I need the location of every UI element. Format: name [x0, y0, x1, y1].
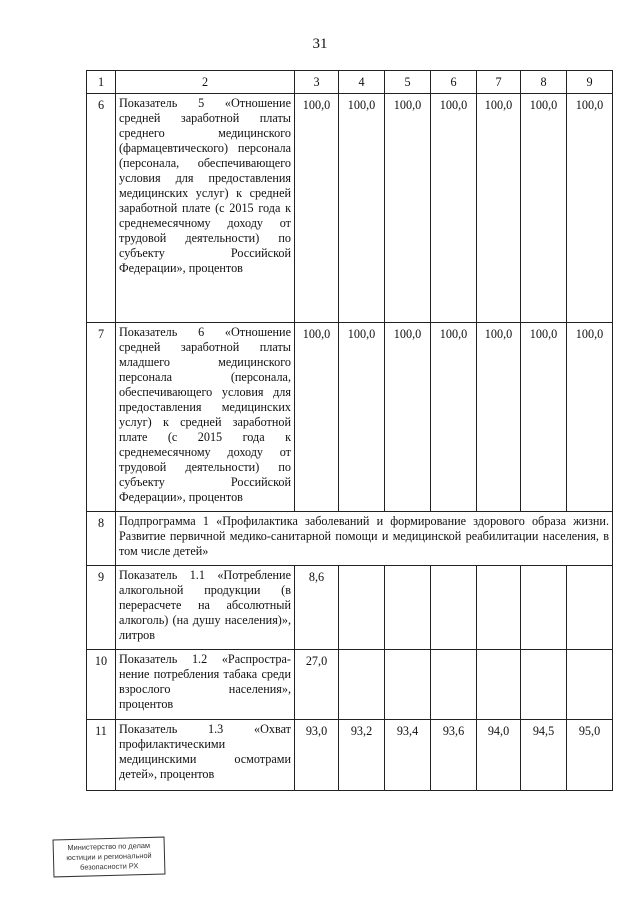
value-cell: 100,0	[385, 323, 431, 512]
value-cell	[339, 566, 385, 650]
indicator-description: Показатель 1.2 «Распростра-нение потребления табака среди взрослого населения», процентов	[116, 650, 295, 720]
table-row	[87, 650, 613, 720]
ministry-stamp	[53, 837, 166, 878]
table-row	[87, 323, 613, 512]
value-cell: 100,0	[295, 323, 339, 512]
value-cell: 100,0	[431, 94, 477, 323]
value-cell: 100,0	[567, 94, 613, 323]
value-cell	[521, 566, 567, 650]
value-cell: 93,0	[295, 720, 339, 791]
indicator-description: Показатель 5 «Отношение средней заработной платы среднего медицинского (фармацевтического) персонала (персонала, обеспечивающего условия для предоставления медицинских услуг) к средней заработной плате (с 2015 года к среднемесячному доходу от трудовой деятельности) по субъекту Российской Федерации», процентов	[116, 94, 295, 323]
row-number: 9	[87, 566, 116, 650]
header-cell: 1	[87, 71, 116, 94]
table-header-row	[87, 71, 613, 94]
row-number: 8	[87, 512, 116, 566]
header-cell: 6	[431, 71, 477, 94]
value-cell: 94,0	[477, 720, 521, 791]
value-cell: 100,0	[431, 323, 477, 512]
header-cell: 4	[339, 71, 385, 94]
value-cell: 94,5	[521, 720, 567, 791]
value-cell: 93,4	[385, 720, 431, 791]
stamp-line: Министерство по делам	[67, 840, 151, 853]
indicator-description: Показатель 6 «Отношение средней заработной платы младшего медицинского персонала (персонала, обеспечивающего условия для предоставления медицинских услуг) к средней заработной плате (с 2015 года к среднемесячному доходу от трудовой деятельности) по субъекту Российской Федерации», процентов	[116, 323, 295, 512]
value-cell: 8,6	[295, 566, 339, 650]
value-cell: 100,0	[567, 323, 613, 512]
table-row	[87, 94, 613, 323]
stamp-line: юстиции и региональной	[66, 850, 152, 863]
table-row	[87, 720, 613, 791]
value-cell: 100,0	[477, 94, 521, 323]
value-cell	[521, 650, 567, 720]
value-cell: 100,0	[521, 323, 567, 512]
header-cell: 9	[567, 71, 613, 94]
indicator-description: Показатель 1.3 «Охват профилактическими медицинскими осмотрами детей», процентов	[116, 720, 295, 791]
value-cell: 100,0	[477, 323, 521, 512]
value-cell: 100,0	[521, 94, 567, 323]
indicator-description: Показатель 1.1 «Потребление алкогольной продукции (в перерасчете на абсолютный алкоголь) (на душу населения)», литров	[116, 566, 295, 650]
table-row	[87, 566, 613, 650]
value-cell	[477, 650, 521, 720]
subprogram-title: Подпрограмма 1 «Профилактика заболеваний и формирование здорового образа жизни. Развитие первичной медико-санитарной помощи и медицинской реабилитации населения, в том числе детей»	[116, 512, 613, 566]
value-cell: 27,0	[295, 650, 339, 720]
value-cell: 100,0	[385, 94, 431, 323]
value-cell	[567, 566, 613, 650]
value-cell: 100,0	[295, 94, 339, 323]
value-cell	[339, 650, 385, 720]
value-cell: 95,0	[567, 720, 613, 791]
value-cell	[477, 566, 521, 650]
value-cell	[431, 566, 477, 650]
section-row	[87, 512, 613, 566]
value-cell	[385, 650, 431, 720]
row-number: 6	[87, 94, 116, 323]
page-number: 31	[312, 36, 328, 52]
value-cell: 93,2	[339, 720, 385, 791]
indicators-table	[86, 70, 613, 791]
header-cell: 7	[477, 71, 521, 94]
value-cell: 100,0	[339, 94, 385, 323]
header-cell: 8	[521, 71, 567, 94]
header-cell: 5	[385, 71, 431, 94]
header-cell: 3	[295, 71, 339, 94]
stamp-line: безопасности РХ	[79, 861, 139, 872]
row-number: 10	[87, 650, 116, 720]
value-cell	[567, 650, 613, 720]
value-cell: 93,6	[431, 720, 477, 791]
value-cell: 100,0	[339, 323, 385, 512]
row-number: 11	[87, 720, 116, 791]
row-number: 7	[87, 323, 116, 512]
header-cell: 2	[116, 71, 295, 94]
value-cell	[431, 650, 477, 720]
value-cell	[385, 566, 431, 650]
